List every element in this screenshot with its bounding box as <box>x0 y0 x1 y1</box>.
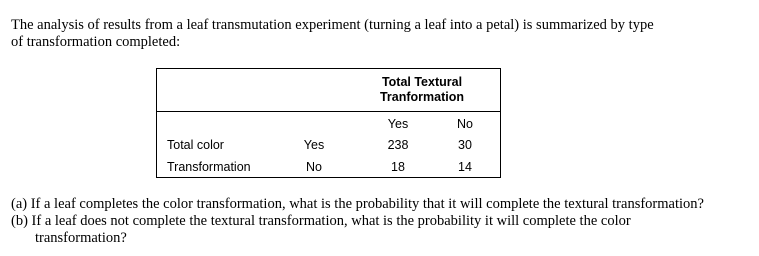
cell-no-yes: 18 <box>391 160 405 174</box>
questions <box>11 196 751 247</box>
question-b-line-1: (b) If a leaf does not complete the textural transformation, what is the probability it will complete the color <box>11 213 631 229</box>
cell-yes-yes: 238 <box>387 138 409 152</box>
column-group-header-line-2: Tranformation <box>379 90 465 104</box>
question-a: (a) If a leaf completes the color transformation, what is the probability that it will complete the textural transformation? <box>11 196 704 212</box>
contingency-table <box>156 68 501 178</box>
problem-intro <box>11 17 751 51</box>
intro-line-2: of transformation completed: <box>11 34 181 50</box>
intro-line-1: The analysis of results from a leaf transmutation experiment (turning a leaf into a petal) is summarized by type <box>11 17 654 33</box>
column-group-header-line-1: Total Textural <box>381 75 463 89</box>
column-header-yes: Yes <box>387 117 409 131</box>
cell-no-no: 14 <box>458 160 472 174</box>
column-header-no: No <box>457 117 473 131</box>
row-value-2: No <box>306 160 322 174</box>
column-group-header <box>362 75 482 105</box>
row-label-1: Total color <box>167 138 224 152</box>
header-divider <box>157 111 500 112</box>
row-value-1: Yes <box>303 138 325 152</box>
row-label-2: Transformation <box>167 160 251 174</box>
cell-yes-no: 30 <box>458 138 472 152</box>
question-b-line-2: transformation? <box>35 230 127 246</box>
